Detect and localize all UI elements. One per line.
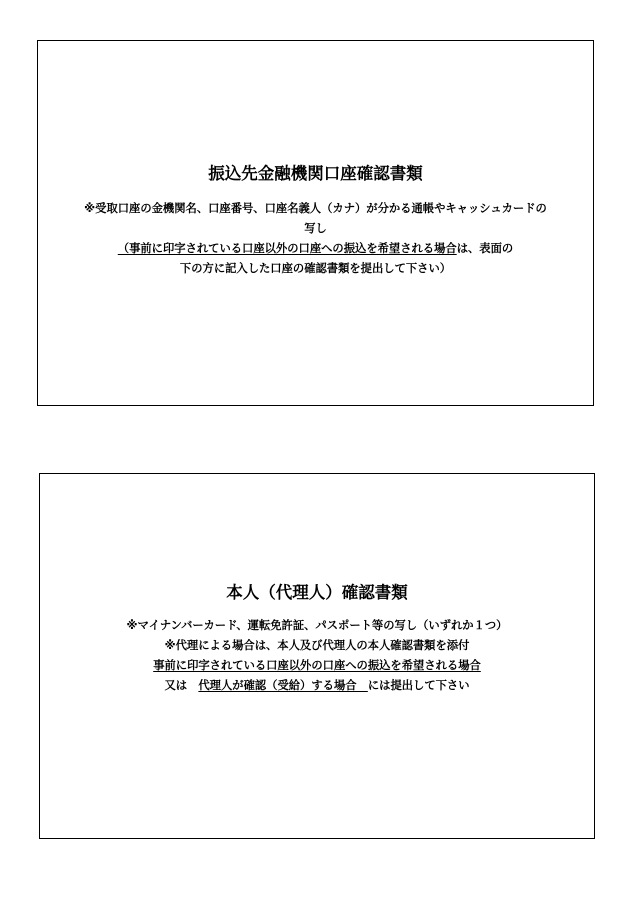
identity-note-line1: ※マイナンバーカード、運転免許証、パスポート等の写し（いずれか１つ） (126, 619, 508, 632)
bank-account-documents-box (37, 40, 594, 406)
identity-note-line3 (40, 660, 594, 671)
transfer-note-underlined: （事前に印字されている口座以外の口座への振込を希望される場合 (117, 242, 457, 255)
bank-account-note-line1: ※受取口座の金機関名、口座番号、口座名義人（カナ）が分かる通帳やキャッシュカードの (84, 202, 547, 215)
identity-note-line4 (40, 680, 594, 691)
identity-documents-title: 本人（代理人）確認書類 (226, 583, 408, 602)
identity-note-line4-prefix: 又は (164, 679, 199, 692)
identity-documents-box (39, 473, 595, 839)
identity-note-line4-suffix: には提出して下さい (367, 679, 470, 692)
bank-account-transfer-note-line2: 下の方に記入した口座の確認書類を提出して下さい） (179, 262, 452, 275)
transfer-note-rest: は、表面の (456, 242, 514, 255)
bank-account-note-line2: 写し (304, 222, 327, 235)
proxy-confirm-underlined: 代理人が確認（受給）する場合 (198, 679, 368, 692)
bank-account-documents-title: 振込先金融機関口座確認書類 (208, 164, 423, 183)
bank-account-transfer-note-line1 (38, 243, 593, 254)
identity-transfer-underlined: 事前に印字されている口座以外の口座への振込を希望される場合 (153, 659, 481, 672)
identity-note-line2: ※代理による場合は、本人及び代理人の本人確認書類を添付 (164, 639, 470, 652)
